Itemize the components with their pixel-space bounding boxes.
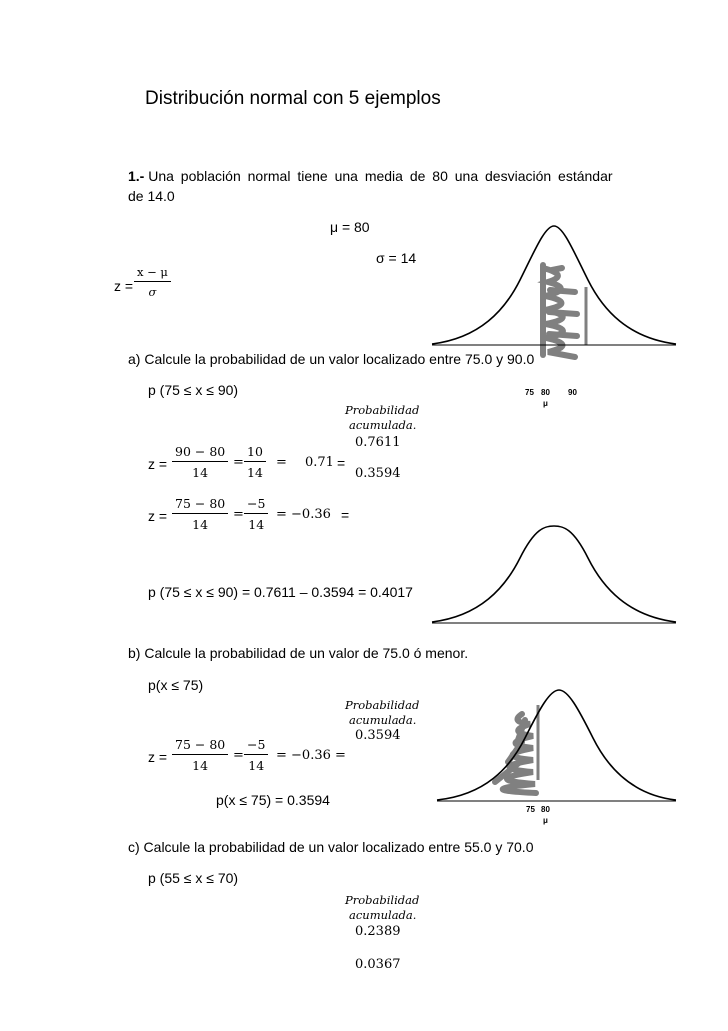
- part-a-z1-eq1: =: [233, 455, 244, 470]
- part-a-z1-num2: 10: [247, 444, 263, 459]
- tick-75-a: 75: [525, 388, 534, 397]
- part-a-z2-lhs: z =: [148, 508, 168, 524]
- part-c-cum-value-1: 0.2389: [355, 924, 401, 939]
- part-b-result: p(x ≤ 75) = 0.3594: [216, 792, 330, 808]
- part-a-z1-den2: 14: [247, 465, 263, 480]
- part-b-z-den1: 14: [192, 758, 209, 773]
- part-b-z-lhs: z =: [148, 749, 168, 765]
- part-c-cum-label-1: Probabilidad: [345, 893, 420, 907]
- part-a-result: p (75 ≤ x ≤ 90) = 0.7611 – 0.3594 = 0.4017: [148, 584, 413, 600]
- part-b-cum-value: 0.3594: [355, 728, 401, 743]
- part-b-z-num2: −5: [247, 737, 266, 752]
- tick-mu-a: μ: [543, 399, 548, 408]
- part-c-heading: c) Calcule la probabilidad de un valor localizado entre 55.0 y 70.0: [128, 839, 534, 855]
- tick-80-a: 80: [541, 388, 550, 397]
- part-a-cum-value-2: 0.3594: [355, 466, 401, 481]
- part-b-cum-label-1: Probabilidad: [345, 698, 420, 712]
- part-a-z1-val: 0.71: [305, 455, 334, 470]
- part-b-z-eq1: =: [233, 748, 244, 763]
- part-a-z2-eq1: =: [233, 507, 244, 522]
- part-c-cum-value-2: 0.0367: [355, 957, 401, 972]
- part-a-z2-den2: 14: [248, 517, 265, 532]
- part-a-z2-num1: 75 − 80: [175, 496, 226, 511]
- part-a-cum-label-2: acumulada.: [349, 418, 417, 432]
- part-b-z-num1: 75 − 80: [175, 737, 226, 752]
- page-title: Distribución normal con 5 ejemplos: [145, 88, 441, 109]
- problem-number: 1.-: [128, 168, 145, 184]
- part-b-prob: p(x ≤ 75): [148, 677, 204, 693]
- part-a-z1-tail: =: [337, 455, 346, 471]
- part-c-cum-label-2: acumulada.: [349, 908, 417, 922]
- tick-mu-b: μ: [543, 816, 548, 825]
- part-a-cum-label-1: Probabilidad: [345, 403, 420, 417]
- part-a-z2-tail: =: [341, 507, 350, 523]
- part-b-z-den2: 14: [248, 758, 265, 773]
- z-formula-num: x − μ: [137, 265, 168, 279]
- part-c-prob: p (55 ≤ x ≤ 70): [148, 870, 239, 886]
- part-a-prob: p (75 ≤ x ≤ 90): [148, 382, 239, 398]
- mu-label: μ = 80: [330, 219, 370, 235]
- tick-75-b: 75: [526, 805, 535, 814]
- part-a-z1-num1: 90 − 80: [175, 444, 226, 459]
- tick-90-a: 90: [568, 388, 577, 397]
- part-a-z2-val: = −0.36: [276, 507, 331, 522]
- part-a-heading: a) Calcule la probabilidad de un valor localizado entre 75.0 y 90.0: [128, 351, 535, 367]
- z-formula-den: σ: [148, 285, 157, 299]
- part-a-z1-eq2: =: [276, 455, 287, 470]
- problem-text-1: Una población normal tiene una media de 80 una desviación estándar: [148, 168, 613, 184]
- part-b-z-val: = −0.36 =: [276, 748, 346, 763]
- problem-line-2: de 14.0: [128, 188, 175, 204]
- part-a-z1-den1: 14: [192, 465, 209, 480]
- tick-80-b: 80: [541, 805, 550, 814]
- part-a-z1-lhs: z =: [148, 456, 168, 472]
- bell-curve-b: [437, 690, 676, 800]
- z-formula-lhs: z =: [114, 278, 134, 294]
- part-b-heading: b) Calcule la probabilidad de un valor de 75.0 ó menor.: [128, 645, 469, 661]
- part-a-z2-num2: −5: [247, 496, 266, 511]
- part-a-cum-value-1: 0.7611: [355, 435, 401, 450]
- part-b-cum-label-2: acumulada.: [349, 713, 417, 727]
- sigma-label: σ = 14: [376, 250, 417, 266]
- part-a-z2-den1: 14: [192, 517, 209, 532]
